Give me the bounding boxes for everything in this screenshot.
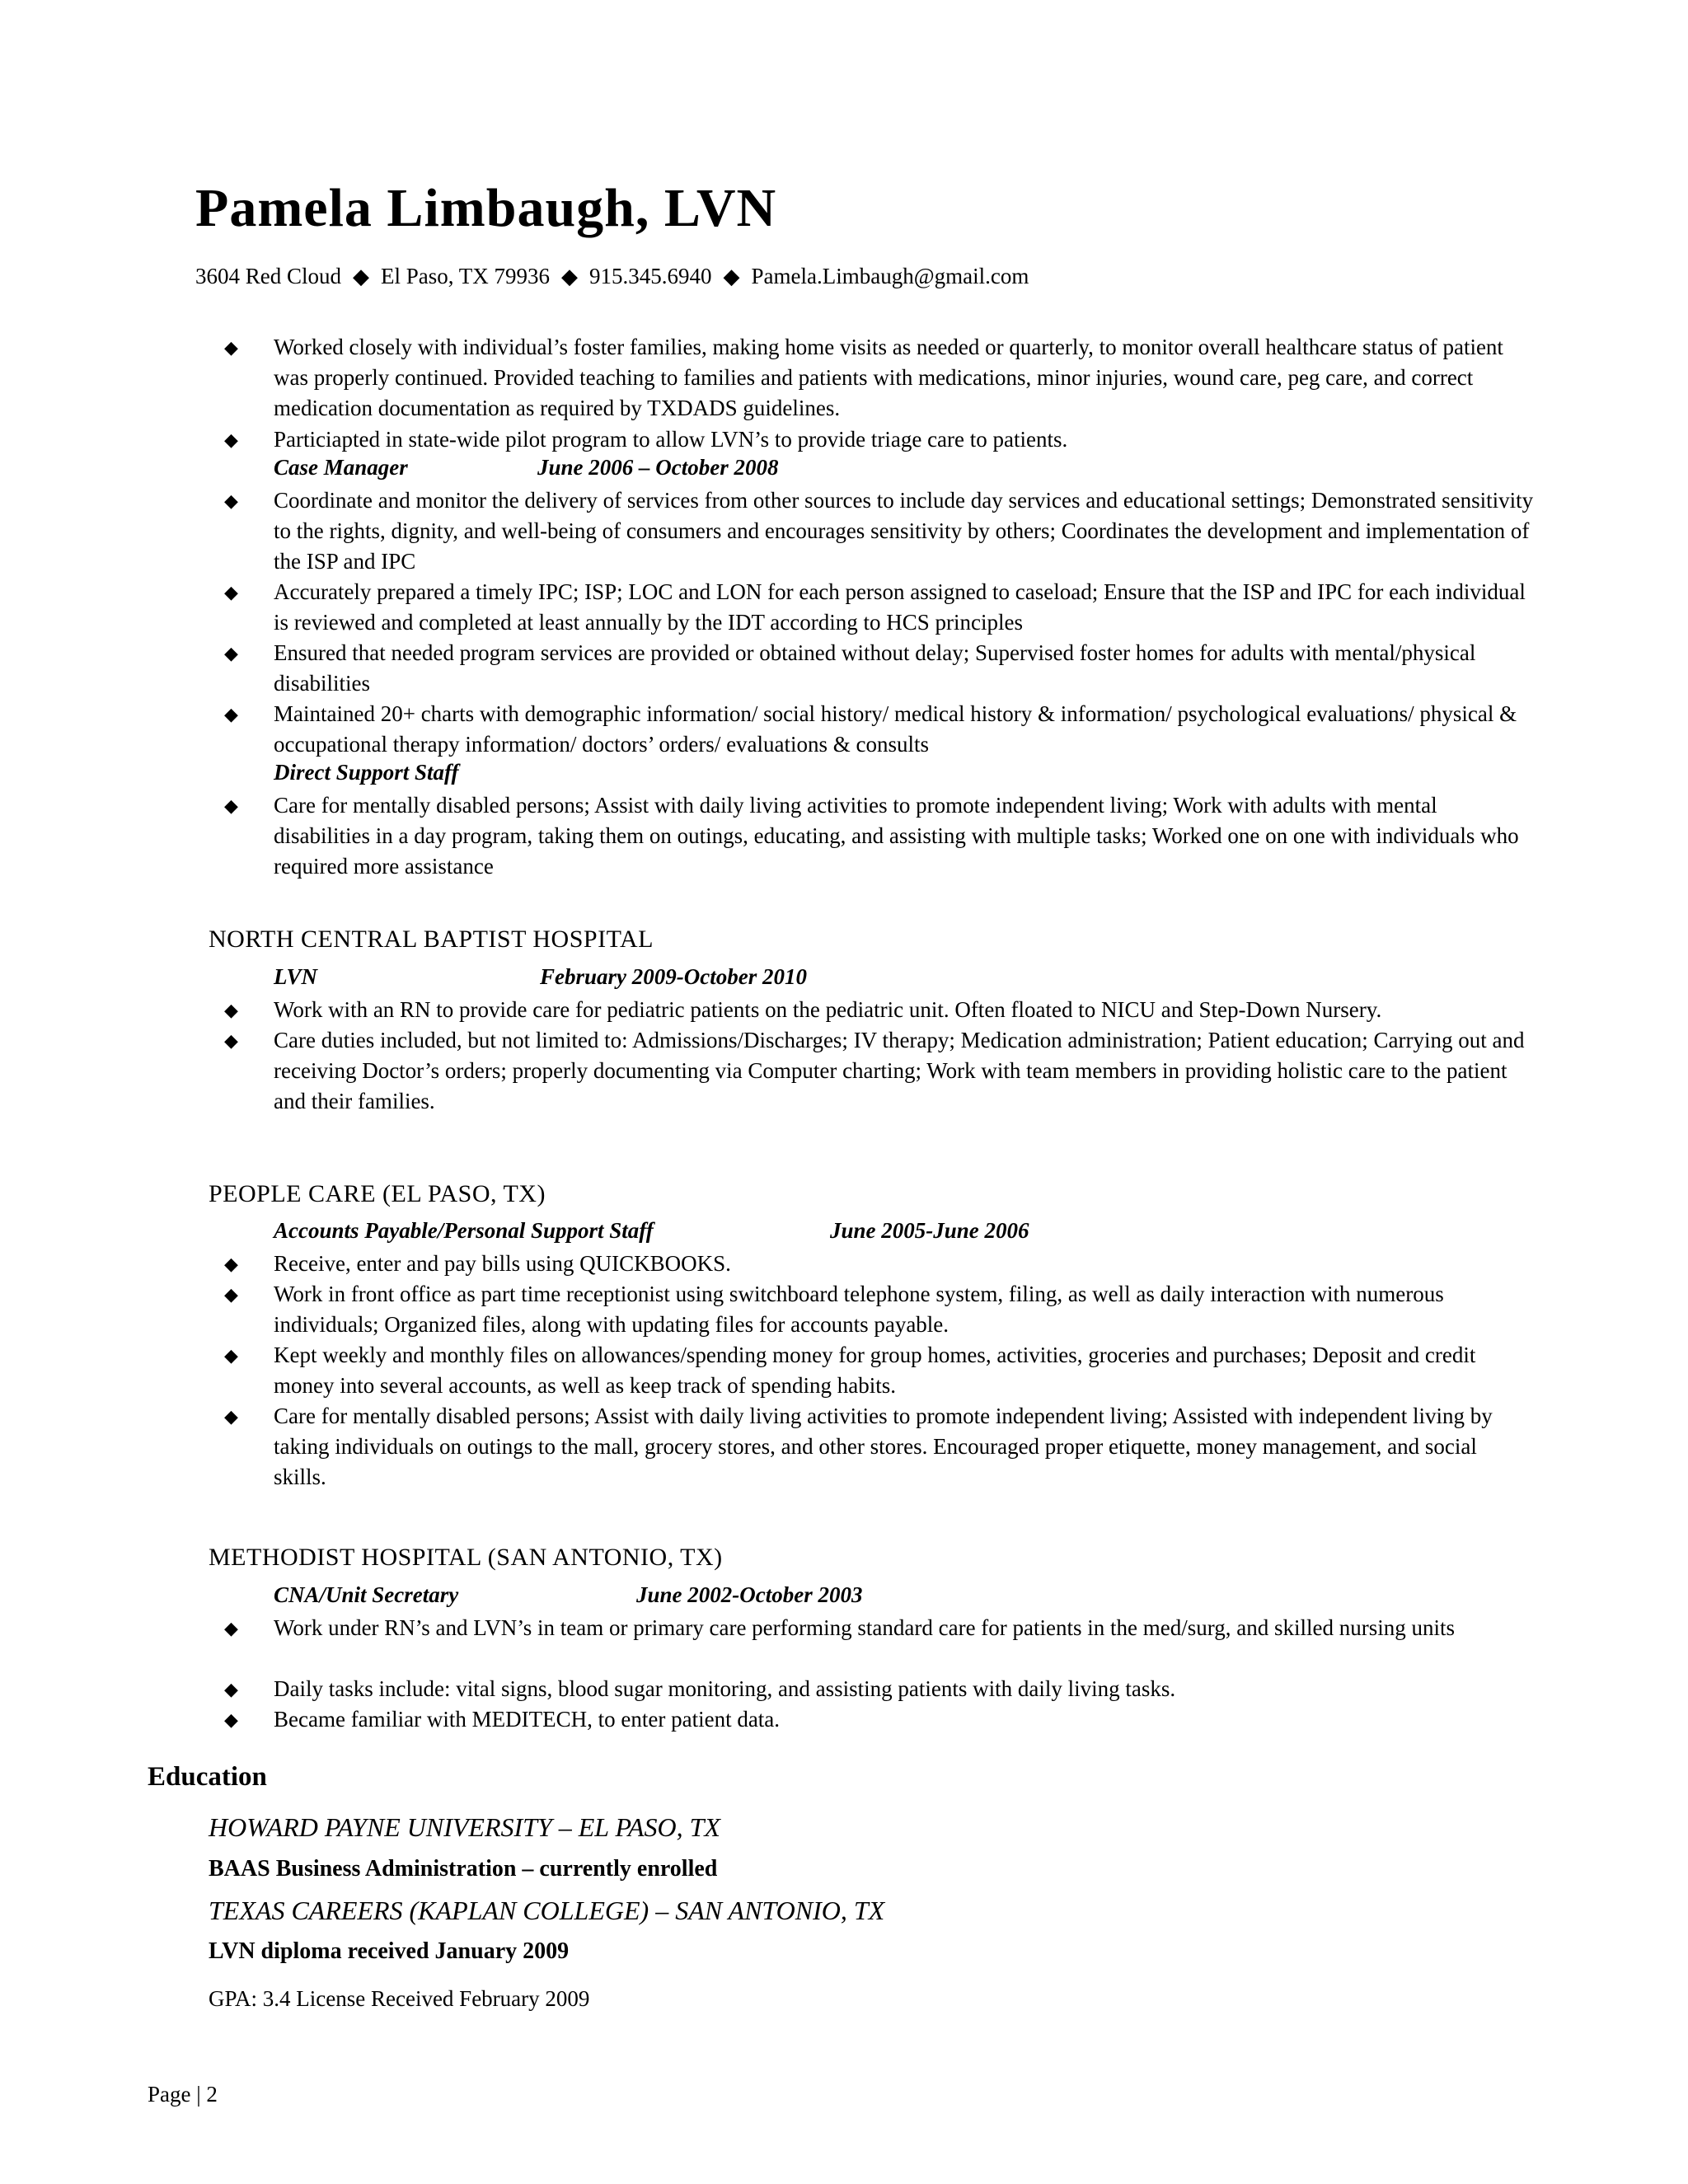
contact-line bbox=[195, 264, 1029, 289]
gpa-line: GPA: 3.4 License Received February 2009 bbox=[209, 1986, 590, 2011]
diamond-bullet-icon: ◆ bbox=[224, 1000, 238, 1020]
job-dates: February 2009-October 2010 bbox=[540, 964, 807, 989]
diamond-bullet-icon: ◆ bbox=[224, 795, 238, 816]
diamond-bullet-icon: ◆ bbox=[224, 704, 238, 724]
job-title: Direct Support Staff bbox=[274, 760, 459, 785]
list-item: ◆ Worked closely with individual’s foster families, making home visits as needed or quarterly, to monitor overall healthcare status of patient was properly continued. Provided teaching to families and patients with medications, minor injuries, wound care, peg care, and correct medication documentation as required by TXDADS guidelines. bbox=[274, 332, 1535, 424]
list-item: ◆ Kept weekly and monthly files on allowances/spending money for group homes, activities, groceries and purchases; Deposit and credit money into several accounts, as well as keep track of spending habits. bbox=[274, 1340, 1535, 1401]
list-item: ◆ Receive, enter and pay bills using QUICKBOOKS. bbox=[274, 1249, 1535, 1279]
diamond-bullet-icon: ◆ bbox=[224, 582, 238, 602]
list-item: ◆ Accurately prepared a timely IPC; ISP; LOC and LON for each person assigned to caseload; Ensure that the ISP and IPC for each individual is reviewed and completed at least annually by the IDT according to HCS principles bbox=[274, 577, 1535, 638]
diamond-bullet-icon: ◆ bbox=[224, 429, 238, 450]
degree-line: LVN diploma received January 2009 bbox=[209, 1938, 570, 1964]
job-dates: June 2005-June 2006 bbox=[830, 1218, 1029, 1243]
diamond-bullet-icon: ◆ bbox=[224, 490, 238, 511]
email-address: Pamela.Limbaugh@gmail.com bbox=[751, 264, 1029, 288]
candidate-name: Pamela Limbaugh, LVN bbox=[195, 178, 777, 238]
list-item: ◆ Maintained 20+ charts with demographic information/ social history/ medical history & information/ psychological evaluations/ physical & occupational therapy information/ doctors’ orders/ evaluations & consults bbox=[274, 699, 1535, 760]
city-state-zip: El Paso, TX 79936 bbox=[381, 264, 551, 288]
job-dates: June 2002-October 2003 bbox=[636, 1582, 863, 1607]
school-name: TEXAS CAREERS (KAPLAN COLLEGE) – SAN ANTONIO, TX bbox=[209, 1896, 885, 1925]
diamond-bullet-icon: ◆ bbox=[224, 1284, 238, 1305]
list-item: ◆ Ensured that needed program services are provided or obtained without delay; Supervised foster homes for adults with mental/physical disabilities bbox=[274, 638, 1535, 699]
diamond-bullet-icon: ◆ bbox=[224, 1030, 238, 1051]
diamond-bullet-icon: ◆ bbox=[224, 1254, 238, 1274]
list-item: ◆ Work under RN’s and LVN’s in team or primary care performing standard care for patients in the med/surg, and skilled nursing units bbox=[274, 1613, 1535, 1643]
diamond-bullet-icon: ◆ bbox=[224, 337, 238, 358]
phone-number: 915.345.6940 bbox=[589, 264, 712, 288]
diamond-separator-icon: ◆ bbox=[723, 265, 740, 288]
diamond-bullet-icon: ◆ bbox=[224, 1618, 238, 1638]
list-item: ◆ Care duties included, but not limited to: Admissions/Discharges; IV therapy; Medication administration; Patient education; Carrying out and receiving Doctor’s orders; properly documenting via Computer charting; Work with team members in providing holistic care to the patient and their families. bbox=[274, 1025, 1535, 1117]
list-item: ◆ Became familiar with MEDITECH, to enter patient data. bbox=[274, 1704, 1535, 1735]
employer-name: NORTH CENTRAL BAPTIST HOSPITAL bbox=[209, 926, 654, 953]
diamond-bullet-icon: ◆ bbox=[224, 1709, 238, 1730]
list-item: ◆ Coordinate and monitor the delivery of services from other sources to include day services and educational settings; Demonstrated sensitivity to the rights, dignity, and well-being of consumers and encourages sensitivity by others; Coordinates the development and implementation of the ISP and IPC bbox=[274, 485, 1535, 577]
diamond-bullet-icon: ◆ bbox=[224, 1679, 238, 1699]
school-name: HOWARD PAYNE UNIVERSITY – EL PASO, TX bbox=[209, 1812, 720, 1842]
diamond-bullet-icon: ◆ bbox=[224, 1406, 238, 1427]
employer-name: METHODIST HOSPITAL (SAN ANTONIO, TX) bbox=[209, 1544, 723, 1571]
diamond-separator-icon: ◆ bbox=[561, 265, 579, 288]
job-title: CNA/Unit Secretary bbox=[274, 1582, 459, 1607]
list-item: ◆ Particiapted in state-wide pilot program to allow LVN’s to provide triage care to patients. bbox=[274, 424, 1535, 455]
job-dates: June 2006 – October 2008 bbox=[537, 455, 779, 480]
job-title: LVN bbox=[274, 964, 317, 989]
page-number: Page | 2 bbox=[148, 2082, 218, 2107]
list-item: ◆ Care for mentally disabled persons; Assist with daily living activities to promote independent living; Work with adults with mental disabilities in a day program, taking them on outings, educating, and assisting with multiple tasks; Worked one on one with individuals who required more assistance bbox=[274, 790, 1535, 882]
diamond-bullet-icon: ◆ bbox=[224, 1345, 238, 1366]
list-item: ◆ Care for mentally disabled persons; Assist with daily living activities to promote independent living; Assisted with independent living by taking individuals on outings to the mall, grocery stores, and other stores. Encouraged proper etiquette, money management, and social skills. bbox=[274, 1401, 1535, 1493]
employer-name: PEOPLE CARE (EL PASO, TX) bbox=[209, 1180, 546, 1207]
list-item: ◆ Daily tasks include: vital signs, blood sugar monitoring, and assisting patients with daily living tasks. bbox=[274, 1674, 1535, 1704]
degree-line: BAAS Business Administration – currently enrolled bbox=[209, 1856, 718, 1882]
list-item: ◆ Work with an RN to provide care for pediatric patients on the pediatric unit. Often floated to NICU and Step-Down Nursery. bbox=[274, 995, 1535, 1025]
job-title: Accounts Payable/Personal Support Staff bbox=[274, 1218, 654, 1243]
job-title: Case Manager bbox=[274, 455, 408, 480]
diamond-separator-icon: ◆ bbox=[353, 265, 370, 288]
address: 3604 Red Cloud bbox=[195, 264, 342, 288]
diamond-bullet-icon: ◆ bbox=[224, 643, 238, 663]
section-heading-education: Education bbox=[148, 1762, 267, 1792]
list-item: ◆ Work in front office as part time receptionist using switchboard telephone system, filing, as well as daily interaction with numerous individuals; Organized files, along with updating files for accounts payable. bbox=[274, 1279, 1535, 1340]
